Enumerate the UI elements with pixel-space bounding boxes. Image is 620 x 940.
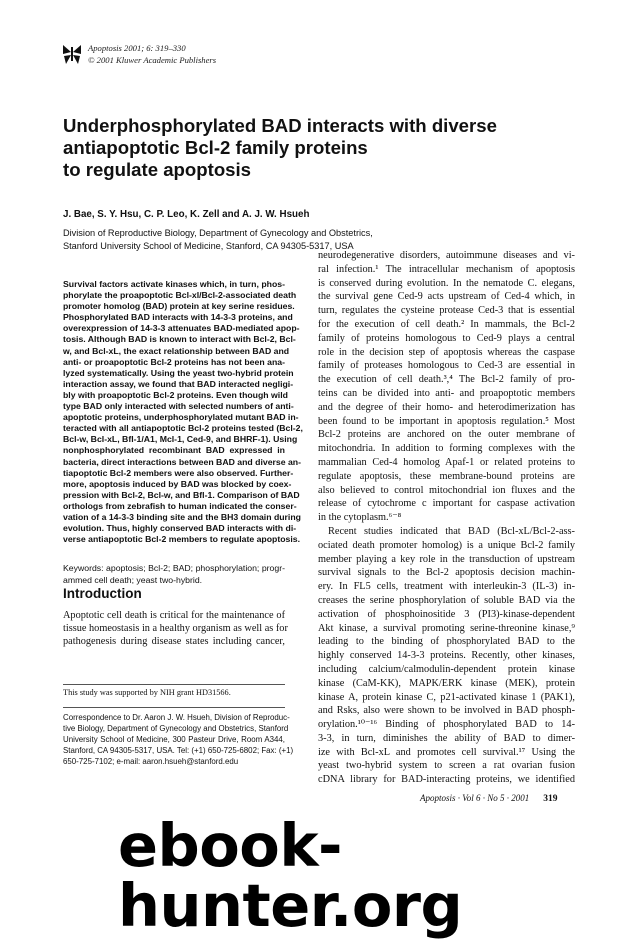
text-line: kinase A, protein kinase C, p21-activated kinase 1 (PAK1), <box>318 691 575 703</box>
text-line: anti- or proapoptotic Bcl-2 proteins has not been ana- <box>63 356 285 367</box>
text-line: survival signals to the Bcl-2 apoptosis decision machin- <box>318 567 575 579</box>
copyright-line: © 2001 Kluwer Academic Publishers <box>88 55 217 65</box>
text-line: family of proteases homologous to Ced-3 are essential in <box>318 360 575 372</box>
text-line: and Rsks, also were shown to be involved in BAD phosph- <box>318 705 575 717</box>
article-title <box>63 115 497 181</box>
text-line: mammalian Ced-4 homolog Apaf-1 or related proteins to <box>318 456 575 468</box>
text-line: Survival factors activate kinases which, in turn, phos- <box>63 279 285 289</box>
text-line: leading to the binding of phosphorylated BAD to the <box>318 636 575 648</box>
page-number: 319 <box>543 794 558 804</box>
text-line: interaction assay, we found that BAD interacted negligi- <box>63 378 294 389</box>
text-line: tiapoptotic Bcl-2 members were also observed. Further- <box>63 467 294 478</box>
text-line: verse antiapoptotic Bcl-2 members to regulate apoptosis. <box>63 534 301 545</box>
text-line: member playing a key role in the transduction of upstream <box>318 553 575 565</box>
text-line: Keywords: apoptosis; Bcl-2; BAD; phosphorylation; progr- <box>63 563 285 573</box>
text-line: Phosphorylated BAD interacts with 14-3-3 proteins, and <box>63 312 293 323</box>
text-line: evolution. Thus, highly conserved BAD interacts with di- <box>63 523 297 534</box>
text-line: yeast two-hybrid system to screen a rat ovarian fusion <box>318 760 575 772</box>
text-line: teins can be divided into anti- and proapoptotic members <box>318 387 575 399</box>
text-line: Bcl-2 proteins are anchored on the outer membrane of <box>318 429 575 441</box>
text-line: nonphosphorylated recombinant BAD expressed in <box>63 445 285 456</box>
text-line: neurodegenerative disorders, autoimmune diseases and vi- <box>318 250 575 261</box>
title-line: antiapoptotic Bcl-2 family proteins <box>63 137 368 158</box>
text-line: Recent studies indicated that BAD (Bcl-xL/Bcl-2-ass- <box>328 525 575 537</box>
affiliation-line: Division of Reproductive Biology, Department of Gynecology and Obstetrics, <box>63 228 373 238</box>
text-line: in the cytoplasm.⁶⁻⁸ <box>318 512 402 524</box>
text-line: tosis. Although BAD is known to interact with Bcl-2, Bcl- <box>63 334 296 345</box>
text-line: Correspondence to Dr. Aaron J. W. Hsueh, Division of Reproduc- <box>63 713 290 722</box>
text-line: is conserved during evolution. In the nematode C. elegans, <box>318 277 575 289</box>
title-line: to regulate apoptosis <box>63 159 252 180</box>
text-line: release of cytochrome c important for caspase activation <box>318 498 575 510</box>
text-line: w, and Bcl-xL, the exact relationship between BAD and <box>63 345 290 356</box>
text-line: cDNA library for BAD-interacting proteins, we identified <box>318 774 575 786</box>
text-line: Bcl-w, Bcl-xL, Bfl-1/A1, Mcl-1, Ced-9, and BHRF-1). Using <box>63 434 298 445</box>
text-line: pression with Bcl-2, Bcl-w, and Bfl-1. Comparison of BAD <box>63 489 300 500</box>
authors: J. Bae, S. Y. Hsu, C. P. Leo, K. Zell and A. J. W. Hsueh <box>63 209 310 220</box>
text-line: tive Biology, Department of Gynecology and Obstetrics, Stanford <box>63 724 289 734</box>
text-line: orthologs from zebrafish to human indicated the conser- <box>63 500 297 511</box>
text-line: University School of Medicine, 300 Pasteur Drive, Room A344, <box>63 735 285 745</box>
footer-citation: Apoptosis · Vol 6 · No 5 · 2001 <box>420 793 530 803</box>
text-line: ammed cell death; yeast two-hybrid. <box>63 574 203 585</box>
text-line: regulate apoptosis, these membrane-bound proteins are <box>318 470 575 482</box>
text-line: ize with Bcl-xL and promotes cell survival.¹⁷ Using the <box>318 746 575 758</box>
text-line: bly with proapoptotic Bcl-2 proteins. Even though wild <box>63 389 288 400</box>
text-line: also believed to control mitochondrial ion fluxes and the <box>318 484 575 496</box>
text-line: tissue homeostasis in a healthy organism as well as for <box>63 622 288 634</box>
text-line: apoptotic proteins, underphosphorylated mutant BAD in- <box>63 412 299 423</box>
right-column-text <box>318 249 575 787</box>
text-line: overexpression of 14-3-3 attenuates BAD-mediated apop- <box>63 323 300 334</box>
text-line: including calcium/calmodulin-dependent protein kinase <box>318 663 575 675</box>
text-line: promoter homolog (BAD) protein at key serine residues. <box>63 301 295 312</box>
text-line: the survival gene Ced-9 acts upstream of Ced-4 which, in <box>318 291 575 303</box>
text-line: ral infection.¹ The intracellular mechanism of apoptosis <box>318 263 575 275</box>
journal-citation: Apoptosis 2001; 6: 319–330 <box>88 43 186 53</box>
text-line: Akt kinase, a survival promoting serine-threonine kinase,⁹ <box>318 622 575 634</box>
section-heading-introduction: Introduction <box>63 586 142 601</box>
footnote-divider <box>63 707 285 708</box>
text-line: been found to be important in apoptosis regulation.⁵ Most <box>318 415 575 427</box>
text-line: turn, regulates the cysteine protease Ced-3 that is essential <box>318 305 575 317</box>
page-footer <box>420 793 558 804</box>
text-line: bacteria, direct interactions between BAD and diverse an- <box>63 456 302 467</box>
text-line: for the execution of cell death.² In mammals, the Bcl-2 <box>318 318 575 330</box>
text-line: 650-725-7102; e-mail: aaron.hsueh@stanford.edu <box>63 757 239 767</box>
text-line: activation of phosphoinositide 3 (PI3)-kinase-dependent <box>318 608 575 620</box>
funding-note: This study was supported by NIH grant HD31566. <box>63 688 231 697</box>
text-line: 3-3, in turn, diminishes the ability of BAD to dimer- <box>318 732 575 744</box>
journal-header <box>88 42 216 66</box>
text-line: vation of a 14-3-3 binding site and the BH3 domain during <box>63 511 301 522</box>
text-line: Stanford, CA 94305-5317, USA. Tel: (+1) 650-725-6802; Fax: (+1) <box>63 746 294 756</box>
text-line: mitochondria. In addition to forming complexes with the <box>318 443 575 455</box>
text-line: role in the decision step of apoptosis whereas the caspase <box>318 346 575 358</box>
text-line: ery. In FL5 cells, treatment with interleukin-3 (IL-3) in- <box>318 581 575 593</box>
text-line: ociated death promoter homolog) is a unique Bcl-2 family <box>318 539 575 551</box>
text-line: orylation.¹⁰⁻¹⁶ Binding of phosphorylated BAD to 14- <box>318 719 575 731</box>
abstract <box>63 279 303 545</box>
text-line: kinase (CaM-KK), MAPK/ERK kinase (MEK), protein <box>318 677 575 689</box>
text-line: highly conserved 14-3-3 proteins. Recently, other kinases, <box>318 650 575 662</box>
text-line: teracted with all antiapoptotic Bcl-2 proteins tested (Bcl-2, <box>63 423 303 434</box>
text-line: pathogenesis during disease states including cancer, <box>63 635 285 647</box>
text-line: lyzed systematically. Using the yeast two-hybrid protein <box>63 367 294 378</box>
text-line: type BAD only interacted with selected numbers of anti- <box>63 401 294 412</box>
text-line: family of proteins homologous to Ced-9 plays a central <box>318 332 575 344</box>
kluwer-butterfly-logo-icon <box>62 43 82 65</box>
introduction-text <box>63 610 288 649</box>
text-line: more, apoptosis induced by BAD was blocked by coex- <box>63 478 292 489</box>
text-line: the execution of cell death.³,⁴ The Bcl-2 family of pro- <box>318 374 575 386</box>
text-line: phorylate the proapoptotic Bcl-xl/Bcl-2-associated death <box>63 290 297 301</box>
title-line: Underphosphorylated BAD interacts with diverse <box>63 115 497 136</box>
keywords <box>63 563 285 586</box>
text-line: creases the serine phosphorylation of soluble BAD via the <box>318 594 575 606</box>
text-line: Apoptotic cell death is critical for the maintenance of <box>63 610 285 621</box>
affiliation-line: Stanford University School of Medicine, Stanford, CA 94305-5317, USA <box>63 241 354 251</box>
correspondence <box>63 712 294 767</box>
footnote-divider <box>63 684 285 685</box>
watermark: ebook-hunter.org <box>118 811 463 940</box>
text-line: and the degree of their homo- and heterodimerization has <box>318 401 575 413</box>
